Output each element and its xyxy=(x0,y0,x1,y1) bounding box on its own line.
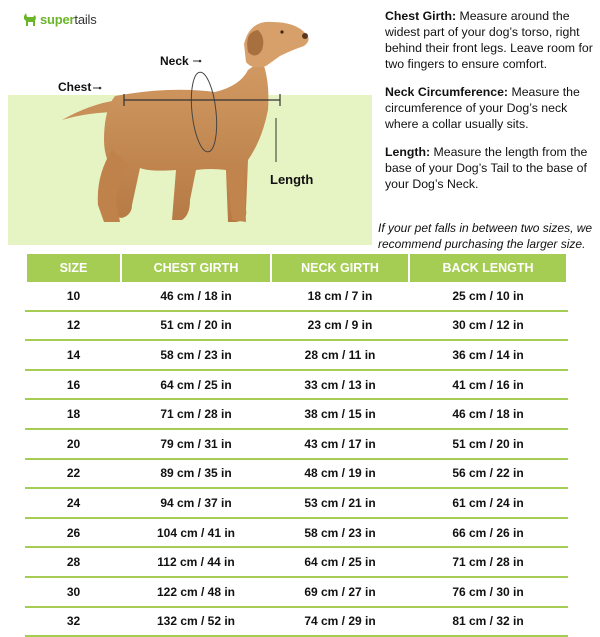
table-row xyxy=(26,488,567,518)
instruction-neck-title: Neck Circumference: xyxy=(385,85,509,99)
cell-size: 26 xyxy=(26,518,121,548)
cell-size: 14 xyxy=(26,340,121,370)
cell-size: 28 xyxy=(26,547,121,577)
header-neck-girth: NECK GIRTH xyxy=(271,254,409,282)
cell-back: 41 cm / 16 in xyxy=(409,370,567,400)
logo-text-super: super xyxy=(40,12,75,27)
cell-neck: 38 cm / 15 in xyxy=(271,399,409,429)
cell-back: 36 cm / 14 in xyxy=(409,340,567,370)
cell-neck: 74 cm / 29 in xyxy=(271,607,409,637)
dog-measurement-illustration xyxy=(0,0,380,250)
cell-size: 10 xyxy=(26,282,121,311)
cell-chest: 132 cm / 52 in xyxy=(121,607,271,637)
cell-neck: 23 cm / 9 in xyxy=(271,311,409,341)
cell-neck: 53 cm / 21 in xyxy=(271,488,409,518)
cell-chest: 51 cm / 20 in xyxy=(121,311,271,341)
cell-chest: 89 cm / 35 in xyxy=(121,459,271,489)
instruction-chest-title: Chest Girth: xyxy=(385,9,457,23)
table-row xyxy=(26,607,567,637)
chest-label: Chest xyxy=(58,80,92,94)
cell-neck: 18 cm / 7 in xyxy=(271,282,409,311)
instruction-chest-text: Measure around the widest part of your dog’s torso, right behind their front legs. Leave room for two fingers to ensure comfort. xyxy=(385,9,593,71)
cell-back: 81 cm / 32 in xyxy=(409,607,567,637)
cell-chest: 46 cm / 18 in xyxy=(121,282,271,311)
cell-chest: 64 cm / 25 in xyxy=(121,370,271,400)
instruction-neck xyxy=(385,84,597,132)
size-note: If your pet falls in between two sizes, we recommend purchasing the larger size. xyxy=(378,221,593,251)
neck-label: Neck xyxy=(160,54,189,68)
cell-size: 12 xyxy=(26,311,121,341)
cell-neck: 48 cm / 19 in xyxy=(271,459,409,489)
cell-back: 25 cm / 10 in xyxy=(409,282,567,311)
instruction-length-text: Measure the length from the base of your Dog’s Tail to the base of your Dog’s Neck. xyxy=(385,145,588,191)
cell-chest: 58 cm / 23 in xyxy=(121,340,271,370)
table-row xyxy=(26,311,567,341)
cell-back: 66 cm / 26 in xyxy=(409,518,567,548)
cell-neck: 64 cm / 25 in xyxy=(271,547,409,577)
cell-size: 24 xyxy=(26,488,121,518)
table-row xyxy=(26,547,567,577)
instruction-chest xyxy=(385,8,597,72)
cell-size: 20 xyxy=(26,429,121,459)
instruction-length-title: Length: xyxy=(385,145,431,159)
cell-back: 30 cm / 12 in xyxy=(409,311,567,341)
cell-size: 22 xyxy=(26,459,121,489)
table-row xyxy=(26,429,567,459)
cell-back: 76 cm / 30 in xyxy=(409,577,567,607)
measurement-instructions xyxy=(385,8,597,204)
header-size: SIZE xyxy=(26,254,121,282)
instruction-neck-text: Measure the circumference of your Dog’s neck where a collar usually sits. xyxy=(385,85,580,131)
length-label: Length xyxy=(270,172,314,187)
cell-neck: 33 cm / 13 in xyxy=(271,370,409,400)
cell-size: 30 xyxy=(26,577,121,607)
cell-neck: 58 cm / 23 in xyxy=(271,518,409,548)
table-row xyxy=(26,282,567,311)
cell-neck: 43 cm / 17 in xyxy=(271,429,409,459)
table-header-row xyxy=(26,254,567,282)
table-row xyxy=(26,518,567,548)
cell-back: 46 cm / 18 in xyxy=(409,399,567,429)
dog-illustration xyxy=(0,0,380,250)
header-chest-girth: CHEST GIRTH xyxy=(121,254,271,282)
cell-back: 51 cm / 20 in xyxy=(409,429,567,459)
cell-back: 61 cm / 24 in xyxy=(409,488,567,518)
header-back-length: BACK LENGTH xyxy=(409,254,567,282)
cell-chest: 122 cm / 48 in xyxy=(121,577,271,607)
instruction-length xyxy=(385,144,597,192)
table-row xyxy=(26,577,567,607)
cell-chest: 104 cm / 41 in xyxy=(121,518,271,548)
cell-size: 18 xyxy=(26,399,121,429)
table-row xyxy=(26,459,567,489)
cell-chest: 71 cm / 28 in xyxy=(121,399,271,429)
cell-chest: 112 cm / 44 in xyxy=(121,547,271,577)
cell-neck: 69 cm / 27 in xyxy=(271,577,409,607)
cell-neck: 28 cm / 11 in xyxy=(271,340,409,370)
cell-back: 56 cm / 22 in xyxy=(409,459,567,489)
table-row xyxy=(26,370,567,400)
logo-text-tails: tails xyxy=(74,12,97,27)
cell-back: 71 cm / 28 in xyxy=(409,547,567,577)
table-row xyxy=(26,340,567,370)
table-row xyxy=(26,399,567,429)
cell-size: 32 xyxy=(26,607,121,637)
size-chart-table xyxy=(25,254,568,637)
cell-chest: 79 cm / 31 in xyxy=(121,429,271,459)
cell-size: 16 xyxy=(26,370,121,400)
cell-chest: 94 cm / 37 in xyxy=(121,488,271,518)
